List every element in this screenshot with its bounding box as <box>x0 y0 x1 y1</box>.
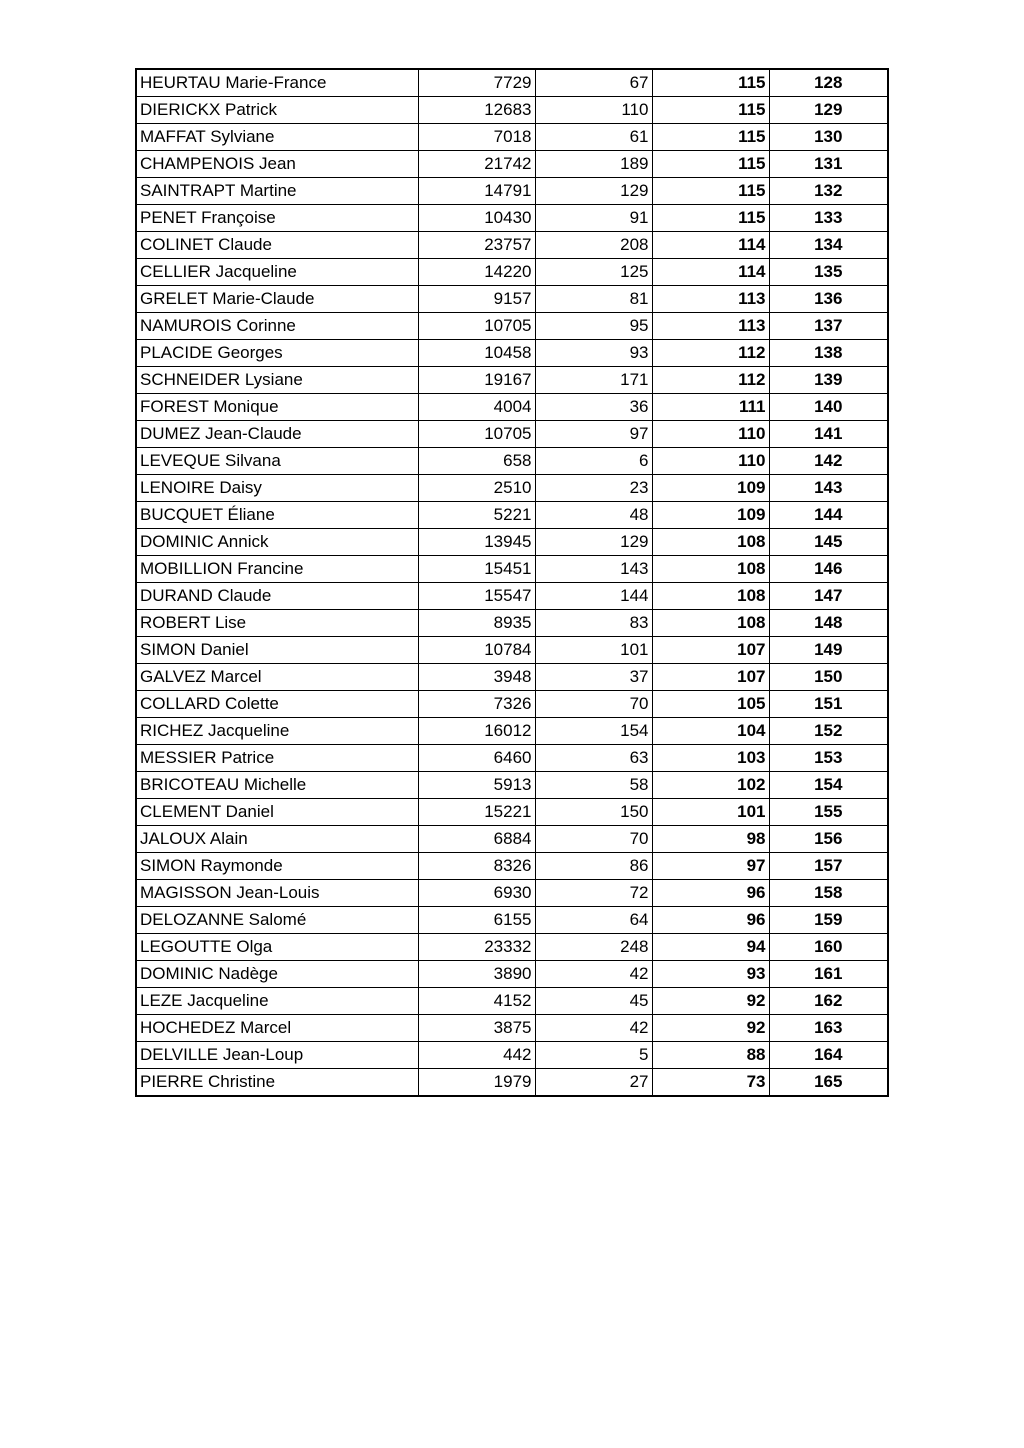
participant-name-cell: BRICOTEAU Michelle <box>136 772 418 799</box>
rank-cell: 155 <box>769 799 888 826</box>
score-cell: 94 <box>652 934 769 961</box>
rank-cell: 154 <box>769 772 888 799</box>
value-b-cell: 189 <box>535 151 652 178</box>
value-b-cell: 208 <box>535 232 652 259</box>
score-cell: 115 <box>652 205 769 232</box>
score-cell: 114 <box>652 232 769 259</box>
participant-name-cell: BUCQUET Éliane <box>136 502 418 529</box>
rank-cell: 145 <box>769 529 888 556</box>
value-b-cell: 37 <box>535 664 652 691</box>
rank-cell: 136 <box>769 286 888 313</box>
value-b-cell: 23 <box>535 475 652 502</box>
rank-cell: 133 <box>769 205 888 232</box>
value-a-cell: 3875 <box>418 1015 535 1042</box>
value-a-cell: 23757 <box>418 232 535 259</box>
rank-cell: 140 <box>769 394 888 421</box>
participant-name-cell: NAMUROIS Corinne <box>136 313 418 340</box>
value-b-cell: 72 <box>535 880 652 907</box>
value-b-cell: 248 <box>535 934 652 961</box>
score-cell: 96 <box>652 907 769 934</box>
participant-name-cell: SCHNEIDER Lysiane <box>136 367 418 394</box>
participant-name-cell: DURAND Claude <box>136 583 418 610</box>
value-a-cell: 15221 <box>418 799 535 826</box>
rank-cell: 156 <box>769 826 888 853</box>
value-a-cell: 16012 <box>418 718 535 745</box>
value-a-cell: 4004 <box>418 394 535 421</box>
participant-name-cell: JALOUX Alain <box>136 826 418 853</box>
score-cell: 96 <box>652 880 769 907</box>
score-cell: 102 <box>652 772 769 799</box>
participant-name-cell: DELOZANNE Salomé <box>136 907 418 934</box>
value-a-cell: 7018 <box>418 124 535 151</box>
value-b-cell: 48 <box>535 502 652 529</box>
participant-name-cell: CHAMPENOIS Jean <box>136 151 418 178</box>
table-row <box>136 475 888 502</box>
value-a-cell: 15547 <box>418 583 535 610</box>
table-row <box>136 529 888 556</box>
rank-cell: 146 <box>769 556 888 583</box>
value-a-cell: 19167 <box>418 367 535 394</box>
score-cell: 92 <box>652 988 769 1015</box>
score-cell: 114 <box>652 259 769 286</box>
value-a-cell: 4152 <box>418 988 535 1015</box>
score-cell: 115 <box>652 124 769 151</box>
table-row <box>136 772 888 799</box>
table-row <box>136 664 888 691</box>
table-row <box>136 961 888 988</box>
score-cell: 108 <box>652 583 769 610</box>
score-cell: 97 <box>652 853 769 880</box>
score-cell: 105 <box>652 691 769 718</box>
rank-cell: 147 <box>769 583 888 610</box>
value-b-cell: 63 <box>535 745 652 772</box>
value-b-cell: 93 <box>535 340 652 367</box>
score-cell: 108 <box>652 610 769 637</box>
value-a-cell: 5221 <box>418 502 535 529</box>
value-b-cell: 91 <box>535 205 652 232</box>
value-a-cell: 10705 <box>418 313 535 340</box>
value-a-cell: 21742 <box>418 151 535 178</box>
rank-cell: 149 <box>769 637 888 664</box>
value-b-cell: 86 <box>535 853 652 880</box>
participant-name-cell: DOMINIC Annick <box>136 529 418 556</box>
table-row <box>136 826 888 853</box>
participant-name-cell: SIMON Daniel <box>136 637 418 664</box>
score-cell: 107 <box>652 637 769 664</box>
table-row <box>136 97 888 124</box>
value-b-cell: 81 <box>535 286 652 313</box>
score-cell: 103 <box>652 745 769 772</box>
rank-cell: 137 <box>769 313 888 340</box>
value-a-cell: 6155 <box>418 907 535 934</box>
value-a-cell: 10784 <box>418 637 535 664</box>
table-row <box>136 421 888 448</box>
table-row <box>136 151 888 178</box>
participant-name-cell: GRELET Marie-Claude <box>136 286 418 313</box>
value-b-cell: 64 <box>535 907 652 934</box>
participant-name-cell: HOCHEDEZ Marcel <box>136 1015 418 1042</box>
value-b-cell: 150 <box>535 799 652 826</box>
rank-cell: 159 <box>769 907 888 934</box>
value-a-cell: 12683 <box>418 97 535 124</box>
value-b-cell: 97 <box>535 421 652 448</box>
score-cell: 115 <box>652 69 769 97</box>
participant-name-cell: ROBERT Lise <box>136 610 418 637</box>
value-b-cell: 171 <box>535 367 652 394</box>
participant-name-cell: PIERRE Christine <box>136 1069 418 1097</box>
table-row <box>136 718 888 745</box>
table-row <box>136 691 888 718</box>
rank-cell: 138 <box>769 340 888 367</box>
rank-cell: 131 <box>769 151 888 178</box>
table-row <box>136 69 888 97</box>
participant-name-cell: LEZE Jacqueline <box>136 988 418 1015</box>
value-a-cell: 6460 <box>418 745 535 772</box>
table-row <box>136 853 888 880</box>
participant-name-cell: GALVEZ Marcel <box>136 664 418 691</box>
value-a-cell: 6930 <box>418 880 535 907</box>
value-b-cell: 95 <box>535 313 652 340</box>
table-row <box>136 340 888 367</box>
rank-cell: 157 <box>769 853 888 880</box>
score-cell: 108 <box>652 529 769 556</box>
participant-name-cell: LEVEQUE Silvana <box>136 448 418 475</box>
value-a-cell: 7326 <box>418 691 535 718</box>
table-row <box>136 178 888 205</box>
score-cell: 110 <box>652 448 769 475</box>
value-b-cell: 5 <box>535 1042 652 1069</box>
rank-cell: 162 <box>769 988 888 1015</box>
rank-cell: 129 <box>769 97 888 124</box>
score-cell: 101 <box>652 799 769 826</box>
participant-name-cell: PLACIDE Georges <box>136 340 418 367</box>
table-row <box>136 799 888 826</box>
value-a-cell: 15451 <box>418 556 535 583</box>
participant-name-cell: MOBILLION Francine <box>136 556 418 583</box>
value-a-cell: 14791 <box>418 178 535 205</box>
value-b-cell: 154 <box>535 718 652 745</box>
value-b-cell: 70 <box>535 826 652 853</box>
value-b-cell: 129 <box>535 529 652 556</box>
value-a-cell: 8326 <box>418 853 535 880</box>
rank-cell: 161 <box>769 961 888 988</box>
value-a-cell: 442 <box>418 1042 535 1069</box>
value-b-cell: 27 <box>535 1069 652 1097</box>
value-a-cell: 23332 <box>418 934 535 961</box>
table-row <box>136 745 888 772</box>
value-b-cell: 58 <box>535 772 652 799</box>
table-row <box>136 637 888 664</box>
value-b-cell: 125 <box>535 259 652 286</box>
participant-name-cell: SAINTRAPT Martine <box>136 178 418 205</box>
score-cell: 93 <box>652 961 769 988</box>
rank-cell: 144 <box>769 502 888 529</box>
table-row <box>136 583 888 610</box>
value-a-cell: 10705 <box>418 421 535 448</box>
score-cell: 115 <box>652 97 769 124</box>
rank-cell: 130 <box>769 124 888 151</box>
participant-name-cell: DELVILLE Jean-Loup <box>136 1042 418 1069</box>
value-b-cell: 110 <box>535 97 652 124</box>
value-a-cell: 10458 <box>418 340 535 367</box>
participant-name-cell: HEURTAU Marie-France <box>136 69 418 97</box>
table-row <box>136 610 888 637</box>
rank-cell: 152 <box>769 718 888 745</box>
value-a-cell: 14220 <box>418 259 535 286</box>
table-row <box>136 934 888 961</box>
table-row <box>136 232 888 259</box>
table-row <box>136 1069 888 1097</box>
participant-name-cell: COLINET Claude <box>136 232 418 259</box>
value-b-cell: 83 <box>535 610 652 637</box>
table-row <box>136 286 888 313</box>
score-cell: 108 <box>652 556 769 583</box>
value-a-cell: 10430 <box>418 205 535 232</box>
value-a-cell: 6884 <box>418 826 535 853</box>
table-row <box>136 259 888 286</box>
score-cell: 98 <box>652 826 769 853</box>
participant-name-cell: FOREST Monique <box>136 394 418 421</box>
value-b-cell: 101 <box>535 637 652 664</box>
score-cell: 112 <box>652 367 769 394</box>
table-row <box>136 556 888 583</box>
table-row <box>136 394 888 421</box>
participant-name-cell: LENOIRE Daisy <box>136 475 418 502</box>
rank-cell: 148 <box>769 610 888 637</box>
value-b-cell: 70 <box>535 691 652 718</box>
rank-cell: 151 <box>769 691 888 718</box>
rank-cell: 132 <box>769 178 888 205</box>
value-a-cell: 5913 <box>418 772 535 799</box>
value-a-cell: 8935 <box>418 610 535 637</box>
rank-cell: 165 <box>769 1069 888 1097</box>
score-cell: 113 <box>652 286 769 313</box>
participant-name-cell: MESSIER Patrice <box>136 745 418 772</box>
rank-cell: 164 <box>769 1042 888 1069</box>
table-row <box>136 880 888 907</box>
participant-name-cell: LEGOUTTE Olga <box>136 934 418 961</box>
participant-name-cell: SIMON Raymonde <box>136 853 418 880</box>
value-b-cell: 6 <box>535 448 652 475</box>
rank-cell: 134 <box>769 232 888 259</box>
rank-cell: 139 <box>769 367 888 394</box>
rank-cell: 142 <box>769 448 888 475</box>
value-b-cell: 129 <box>535 178 652 205</box>
table-row <box>136 313 888 340</box>
value-a-cell: 7729 <box>418 69 535 97</box>
table-row <box>136 907 888 934</box>
score-cell: 110 <box>652 421 769 448</box>
value-b-cell: 42 <box>535 1015 652 1042</box>
participant-name-cell: MAGISSON Jean-Louis <box>136 880 418 907</box>
results-table <box>135 68 889 1097</box>
table-row <box>136 124 888 151</box>
rank-cell: 163 <box>769 1015 888 1042</box>
value-b-cell: 61 <box>535 124 652 151</box>
value-a-cell: 3948 <box>418 664 535 691</box>
participant-name-cell: RICHEZ Jacqueline <box>136 718 418 745</box>
rank-cell: 128 <box>769 69 888 97</box>
value-b-cell: 45 <box>535 988 652 1015</box>
value-a-cell: 2510 <box>418 475 535 502</box>
value-a-cell: 13945 <box>418 529 535 556</box>
rank-cell: 150 <box>769 664 888 691</box>
rank-cell: 158 <box>769 880 888 907</box>
score-cell: 104 <box>652 718 769 745</box>
table-row <box>136 502 888 529</box>
rank-cell: 143 <box>769 475 888 502</box>
score-cell: 112 <box>652 340 769 367</box>
score-cell: 107 <box>652 664 769 691</box>
table-row <box>136 448 888 475</box>
participant-name-cell: MAFFAT Sylviane <box>136 124 418 151</box>
participant-name-cell: CELLIER Jacqueline <box>136 259 418 286</box>
score-cell: 88 <box>652 1042 769 1069</box>
table-row <box>136 205 888 232</box>
table-row <box>136 1015 888 1042</box>
table-row <box>136 988 888 1015</box>
participant-name-cell: CLEMENT Daniel <box>136 799 418 826</box>
participant-name-cell: COLLARD Colette <box>136 691 418 718</box>
participant-name-cell: DUMEZ Jean-Claude <box>136 421 418 448</box>
value-b-cell: 36 <box>535 394 652 421</box>
value-a-cell: 1979 <box>418 1069 535 1097</box>
score-cell: 109 <box>652 502 769 529</box>
value-a-cell: 658 <box>418 448 535 475</box>
table-row <box>136 367 888 394</box>
value-b-cell: 67 <box>535 69 652 97</box>
table-row <box>136 1042 888 1069</box>
score-cell: 73 <box>652 1069 769 1097</box>
value-b-cell: 144 <box>535 583 652 610</box>
score-cell: 109 <box>652 475 769 502</box>
score-cell: 111 <box>652 394 769 421</box>
score-cell: 92 <box>652 1015 769 1042</box>
value-a-cell: 9157 <box>418 286 535 313</box>
value-a-cell: 3890 <box>418 961 535 988</box>
score-cell: 115 <box>652 151 769 178</box>
rank-cell: 135 <box>769 259 888 286</box>
rank-cell: 160 <box>769 934 888 961</box>
participant-name-cell: PENET Françoise <box>136 205 418 232</box>
score-cell: 115 <box>652 178 769 205</box>
score-cell: 113 <box>652 313 769 340</box>
participant-name-cell: DOMINIC Nadège <box>136 961 418 988</box>
participant-name-cell: DIERICKX Patrick <box>136 97 418 124</box>
rank-cell: 141 <box>769 421 888 448</box>
rank-cell: 153 <box>769 745 888 772</box>
value-b-cell: 143 <box>535 556 652 583</box>
results-table-body <box>136 69 888 1096</box>
value-b-cell: 42 <box>535 961 652 988</box>
